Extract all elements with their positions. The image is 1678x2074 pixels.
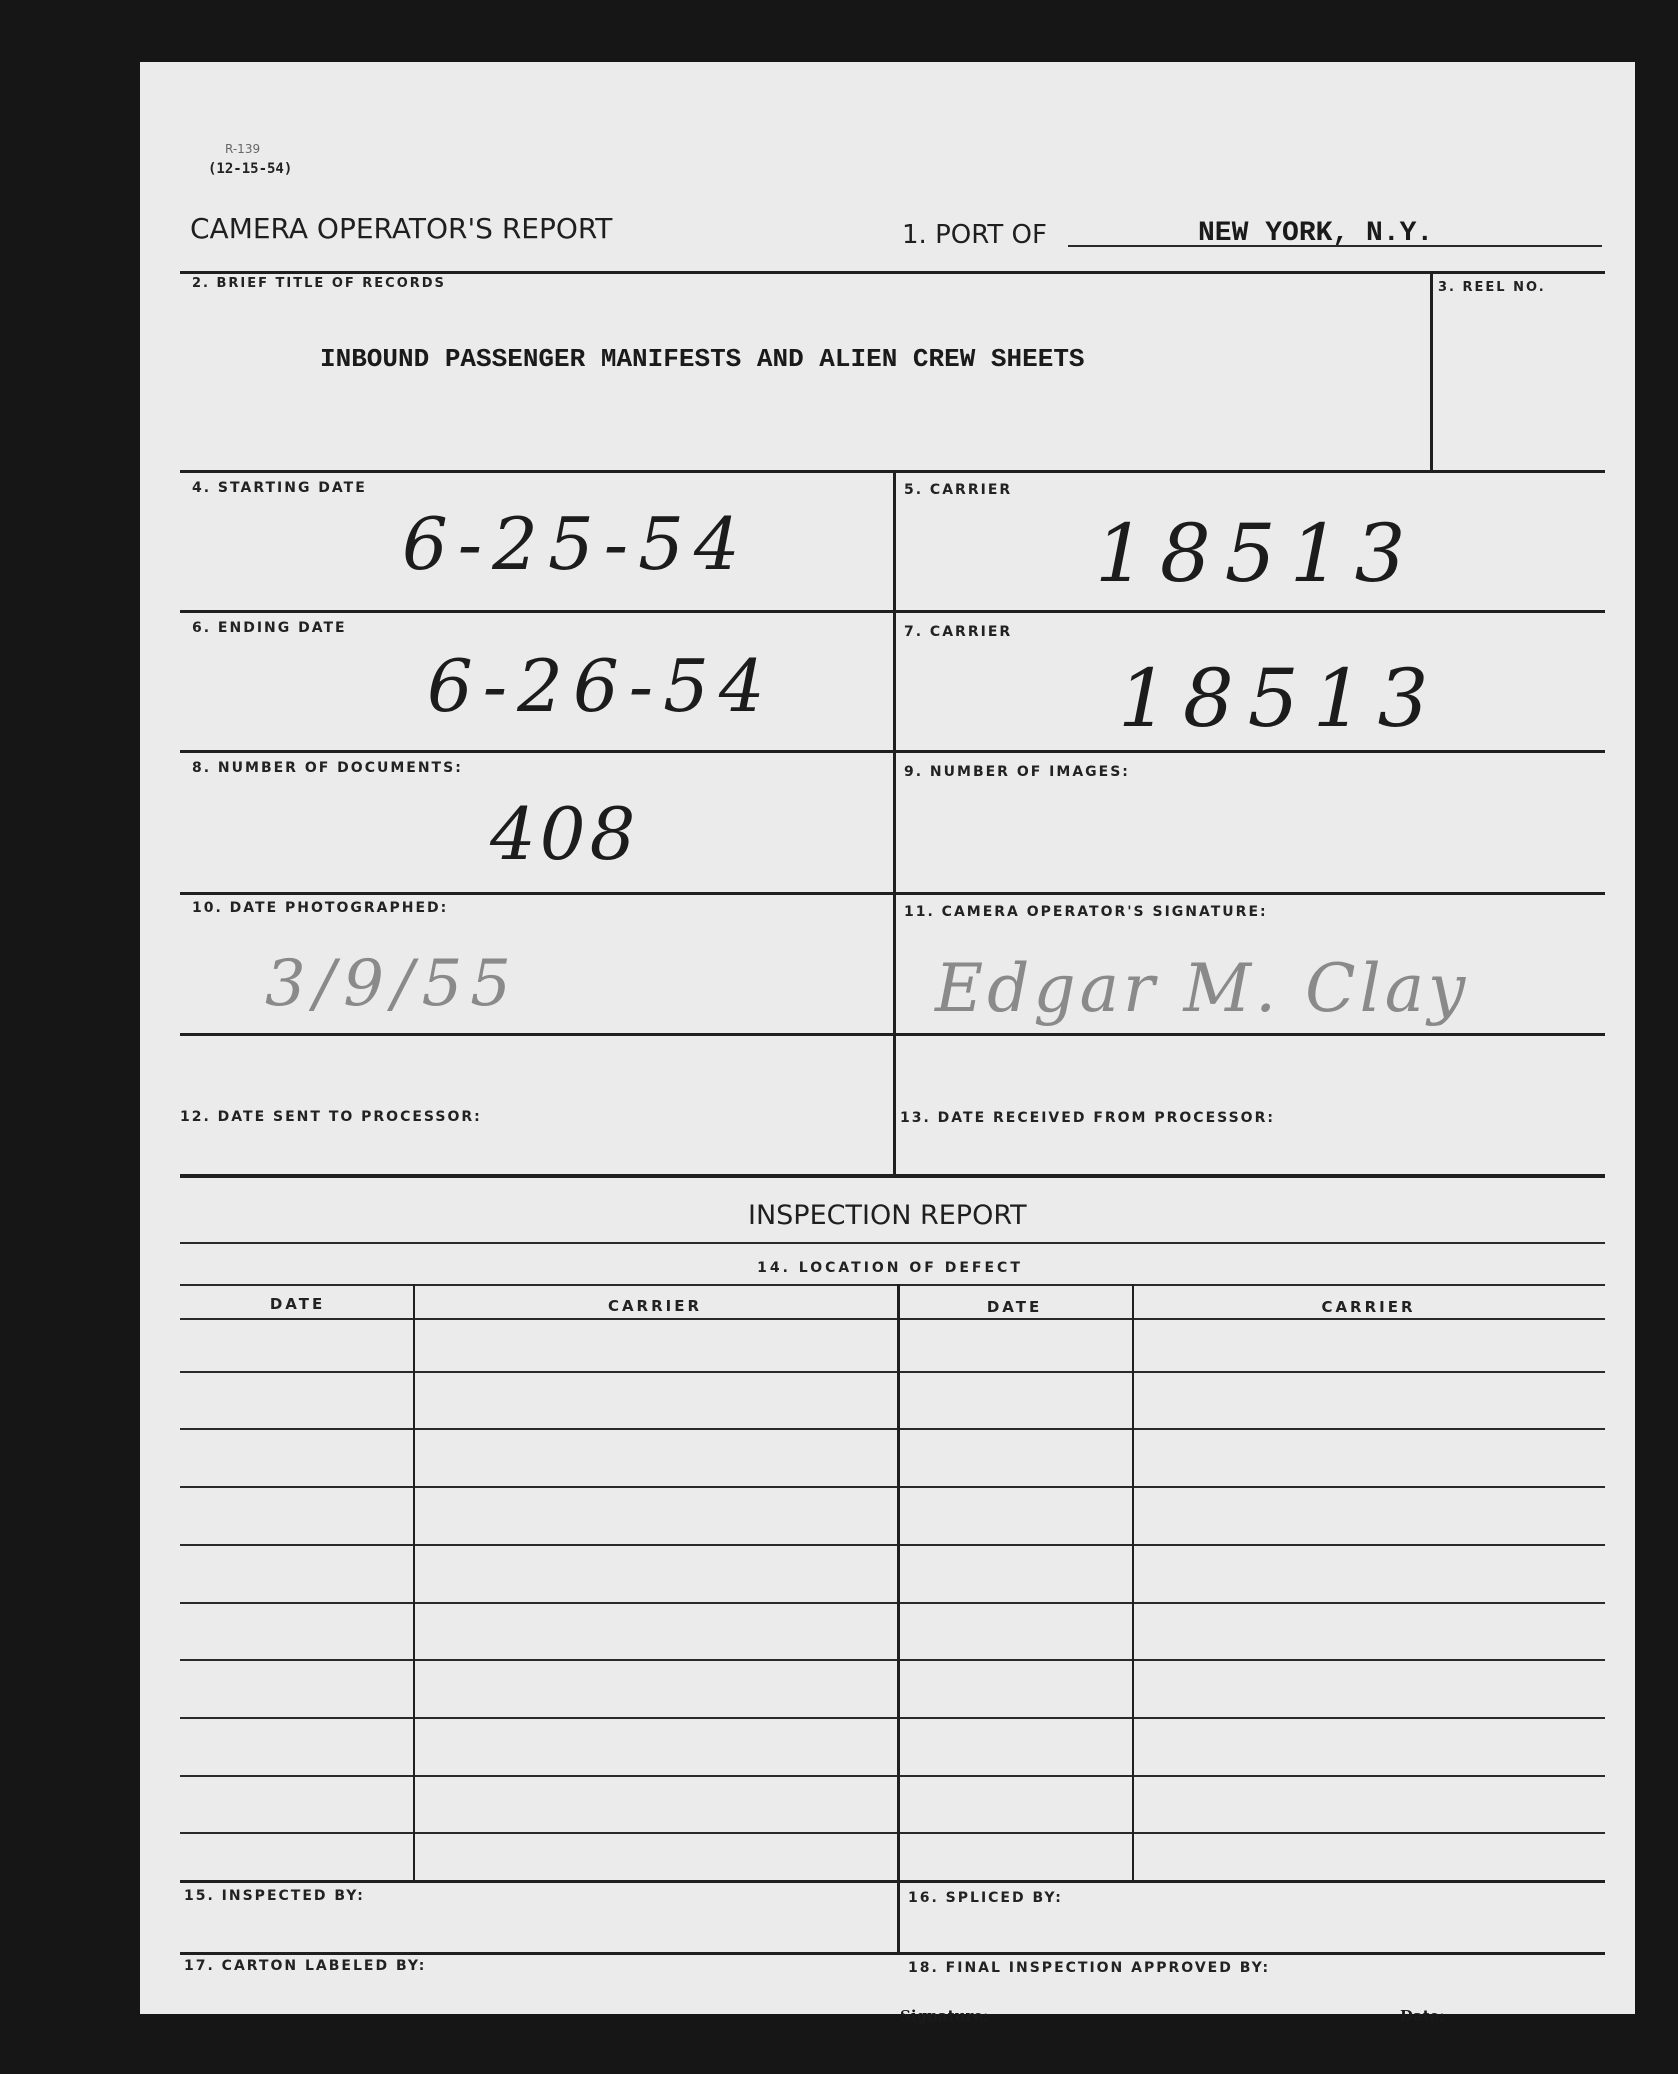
brief-title-label: 2. BRIEF TITLE OF RECORDS <box>192 276 446 291</box>
col-date-2: DATE <box>986 1298 1043 1316</box>
table-col-line <box>897 1284 900 1954</box>
rule-3 <box>180 610 1605 613</box>
form-title: CAMERA OPERATOR'S REPORT <box>190 212 613 245</box>
num-documents-value: 408 <box>490 792 640 876</box>
form-revision: (12-15-54) <box>208 161 293 177</box>
date-received-label: 13. DATE RECEIVED FROM PROCESSOR: <box>900 1110 1275 1126</box>
final-signature-label: Signature: <box>900 2007 989 2025</box>
form-sheet <box>140 62 1635 2025</box>
reel-label: 3. REEL NO. <box>1438 280 1546 295</box>
reel-divider <box>1430 271 1433 471</box>
table-row <box>180 1486 1605 1488</box>
table-header-rule <box>180 1318 1605 1320</box>
rule-8 <box>180 1242 1605 1244</box>
table-row <box>180 1428 1605 1430</box>
num-images-label: 9. NUMBER OF IMAGES: <box>904 764 1130 780</box>
table-col-line <box>1132 1284 1134 1882</box>
final-inspection-label: 18. FINAL INSPECTION APPROVED BY: <box>908 1960 1271 1976</box>
table-col-line <box>413 1284 415 1882</box>
carrier-end-label: 7. CARRIER <box>904 624 1013 640</box>
date-sent-label: 12. DATE SENT TO PROCESSOR: <box>180 1109 482 1125</box>
rule-top <box>180 271 1605 274</box>
table-row <box>180 1832 1605 1834</box>
table-row <box>180 1659 1605 1661</box>
carrier-end-value: 18513 <box>1118 652 1443 745</box>
rule-10 <box>180 1952 1605 1955</box>
rule-4 <box>180 750 1605 753</box>
table-row <box>180 1717 1605 1719</box>
port-value: NEW YORK, N.Y. <box>1198 218 1434 249</box>
date-photographed-label: 10. DATE PHOTOGRAPHED: <box>192 900 449 916</box>
spliced-by-label: 16. SPLICED BY: <box>908 1890 1063 1906</box>
rule-7 <box>180 1174 1605 1178</box>
brief-title-value: INBOUND PASSENGER MANIFESTS AND ALIEN CREW SHEETS <box>320 344 1085 374</box>
table-row <box>180 1371 1605 1373</box>
inspection-title: INSPECTION REPORT <box>748 1200 1027 1231</box>
num-documents-label: 8. NUMBER OF DOCUMENTS: <box>192 760 463 776</box>
carrier-start-label: 5. CARRIER <box>904 482 1013 498</box>
final-date-label: Date: <box>1400 2007 1445 2025</box>
port-label: 1. PORT OF <box>902 220 1047 250</box>
col-carrier-2: CARRIER <box>1321 1298 1416 1316</box>
defect-label: 14. LOCATION OF DEFECT <box>757 1260 1023 1276</box>
date-photographed-value: 3/9/55 <box>265 947 519 1021</box>
signature-label: 11. CAMERA OPERATOR'S SIGNATURE: <box>904 904 1268 920</box>
operator-signature: Edgar M. Clay <box>935 950 1470 1027</box>
rule-bottom-table <box>180 1880 1605 1883</box>
rule-6 <box>180 1033 1605 1036</box>
table-row <box>180 1775 1605 1777</box>
inspected-by-label: 15. INSPECTED BY: <box>184 1888 365 1904</box>
rule-5 <box>180 892 1605 895</box>
table-row <box>180 1544 1605 1546</box>
carton-labeled-label: 17. CARTON LABELED BY: <box>184 1958 427 1974</box>
table-row <box>180 1602 1605 1604</box>
ending-date-label: 6. ENDING DATE <box>192 620 347 636</box>
rule-9 <box>180 1284 1605 1286</box>
starting-date-label: 4. STARTING DATE <box>192 480 367 496</box>
center-divider <box>893 470 896 1176</box>
col-carrier-1: CARRIER <box>607 1297 703 1315</box>
starting-date-value: 6-25-54 <box>402 502 750 586</box>
col-date-1: DATE <box>269 1295 326 1313</box>
carrier-start-value: 18513 <box>1095 507 1420 600</box>
ending-date-value: 6-26-54 <box>427 644 775 728</box>
form-number: R-139 <box>225 142 261 156</box>
